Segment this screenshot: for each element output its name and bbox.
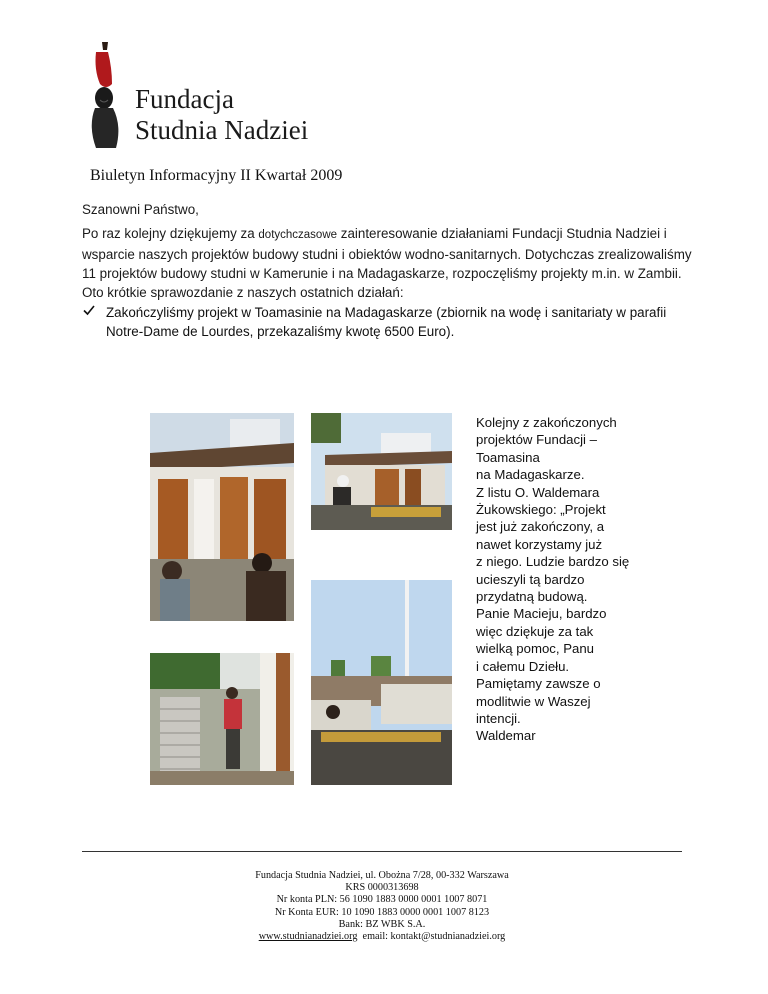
footer-divider: [82, 851, 682, 852]
letter-line: Żukowskiego: „Projekt: [476, 502, 606, 518]
intro-paragraph: [82, 224, 694, 302]
project-letter: [476, 414, 636, 745]
letter-line: Panie Macieju, bardzo: [476, 606, 607, 622]
checkmark-icon: [82, 303, 100, 322]
letter-line: na Madagaskarze.: [476, 467, 585, 483]
bullet-text: Zakończyliśmy projekt w Toamasinie na Madagaskarze (zbiornik na wodę i sanitariaty w parafii Notre-Dame de Lourdes, przekazaliśmy kwotę 6500 Euro).: [106, 305, 667, 339]
letter-line: Kolejny z zakończonych: [476, 415, 617, 430]
logo-line-2: Studnia Nadziei: [135, 115, 309, 145]
letter-line: ucieszyli tą bardzo: [476, 571, 585, 587]
photo-construction-workers: [311, 413, 452, 530]
footer: [82, 870, 682, 943]
letter-line: i całemu Dziełu.: [476, 658, 570, 674]
letter-line: intencji.: [476, 710, 521, 726]
footer-account-eur: Nr Konta EUR: 10 1090 1883 0000 0001 1007 8123: [274, 906, 490, 918]
letter-line: Z listu O. Waldemara: [476, 484, 600, 500]
letter-signature: Waldemar: [476, 728, 536, 744]
letter-line: nawet korzystamy już: [476, 536, 603, 552]
footer-bank: Bank: BZ WBK S.A.: [338, 918, 426, 930]
photo-sanitary-building: [150, 413, 294, 621]
photo-water-tank-pole: [311, 580, 452, 785]
website-link[interactable]: www.studnianadziei.org: [258, 931, 358, 943]
bulletin-title: Biuletyn Informacyjny II Kwartał 2009: [90, 167, 343, 184]
footer-account-pln: Nr konta PLN: 56 1090 1883 0000 0001 1007 8071: [276, 894, 488, 906]
footer-krs: KRS 0000313698: [345, 882, 419, 894]
footer-email: email: kontakt@studnianadziei.org: [362, 931, 506, 943]
greeting: Szanowni Państwo,: [82, 202, 199, 217]
logo-line-1: Fundacja: [135, 84, 234, 114]
letter-line: Pamiętamy zawsze o: [476, 676, 601, 692]
intro-part-3: zainteresowanie działaniami Fundacji Studnia Nadziei i wsparcie naszych projektów budowy studni i obiektów wodno-sanitarnych. Dotychczas zrealizowaliśmy 11 projektów budowy studni w Kamerunie i na Madagaskarze, rozpoczęliśmy projekty m.in. w Zambii. Oto krótkie sprawozdanie z naszych ostatnich działań:: [82, 226, 692, 300]
footer-contact: [82, 931, 682, 943]
letter-line: wielką pomoc, Panu: [476, 641, 595, 657]
footer-address: Fundacja Studnia Nadziei, ul. Obożna 7/28, 00-332 Warszawa: [255, 870, 509, 881]
letter-line: jest już zakończony, a: [476, 519, 605, 535]
letter-line: Toamasina: [476, 449, 540, 465]
intro-part-2: dotychczasowe: [258, 229, 338, 241]
letter-line: projektów Fundacji –: [476, 432, 597, 448]
letter-line: przydatną budową.: [476, 589, 588, 605]
foundation-logo-text: [135, 84, 308, 146]
letter-line: modlitwie w Waszej: [476, 693, 591, 709]
letter-line: więc dziękuje za tak: [476, 623, 594, 639]
intro-part-1: Po raz kolejny dziękujemy za: [82, 226, 255, 241]
letter-line: z niego. Ludzie bardzo się: [476, 554, 630, 570]
photo-brick-wall-worker: [150, 653, 294, 785]
foundation-logo-figure: [82, 40, 130, 152]
